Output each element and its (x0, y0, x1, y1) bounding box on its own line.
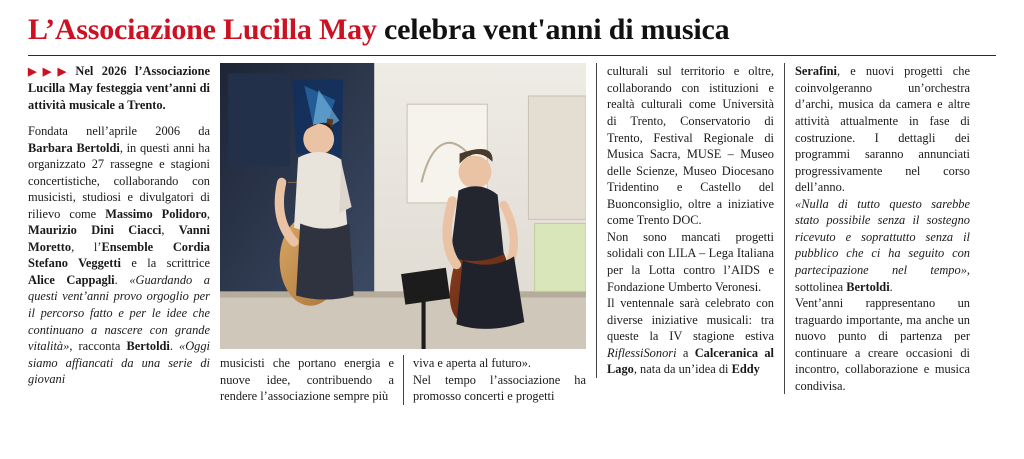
photo-caption-columns (220, 355, 586, 405)
caption-right: viva e aperta al futuro». Nel tempo l’associazione ha promosso concerti e progetti (403, 355, 586, 405)
column-two-with-photo (220, 63, 596, 405)
paragraph-gap (28, 113, 210, 123)
headline-part-red: L’Associazione Lucilla May (28, 13, 377, 46)
headline-divider (28, 55, 996, 56)
column-four (784, 63, 970, 394)
column-three-body: culturali sul territorio e oltre, collaborando con istituzioni e realtà culturali come Università di Trento, Conservatorio di Trento, Festival Regionale di Musica Sacra, MUSE – Museo delle Scienze, Museo Diocesano Tridentino e Castello del Buonconsiglio, oltre a iniziative come Trento DOC. Non sono mancati progetti solidali con LILA – Lega Italiana per la Lotta contro l’AIDS e Fondazione Umberto Veronesi. Il ventennale sarà celebrato con diverse iniziative musicali: tra queste la IV stagione estiva RiflessiSonori a Calceranica al Lago, nata da un’idea di Eddy (607, 64, 775, 377)
photo-illustration (220, 63, 586, 349)
column-one-body: Fondata nell’aprile 2006 da Barbara Bertoldi, in questi anni ha organizzato 27 rassegne e stagioni concertistiche, collaborando con musicisti, studiosi e divulgatori di rilievo come Massimo Polidoro, Maurizio Dini Ciacci, Vanni Moretto, l’Ensemble Cordia Stefano Veggetti e la scrittrice Alice Cappagli. «Guardando a questi vent’anni provo orgoglio per il percorso fatto e per le idee che continuano a nascere con grande vitalità», racconta Bertoldi. «Oggi siamo affiancati da una serie di giovani (28, 124, 211, 387)
caption-left: musicisti che portano energia e nuove idee, contribuendo a rendere l’associazione sempre più (220, 356, 394, 404)
column-one (28, 63, 220, 387)
arrows-icon: ▶▶▶ (28, 66, 73, 79)
headline-part-black: celebra vent'anni di musica (376, 13, 730, 46)
article-columns (28, 63, 996, 455)
column-four-body: Serafini, e nuovi progetti che coinvolgeranno un’orchestra d’archi, musica da camera e altre attività attualmente in fase di costruzione. I dettagli dei programmi saranno annunciati progressivamente nel corso dell’anno. «Nulla di tutto questo sarebbe stato possibile senza il sostegno ricevuto e soprattutto senza il pubblico che ci ha seguito con partecipazione nel tempo», sottolinea Bertoldi. Vent’anni rappresentano un traguardo importante, ma anche un nuovo punto di partenza per continuare a creare occasioni di incontro, collaborazione e musica condivisa. (795, 64, 970, 393)
lead-text: Nel 2026 l’Associazione Lucilla May festeggia vent’anni di attività musicale a Trento. (28, 64, 210, 112)
page-title (28, 14, 996, 46)
article-photo (220, 63, 586, 349)
lead-paragraph (28, 63, 210, 113)
column-three (596, 63, 784, 377)
